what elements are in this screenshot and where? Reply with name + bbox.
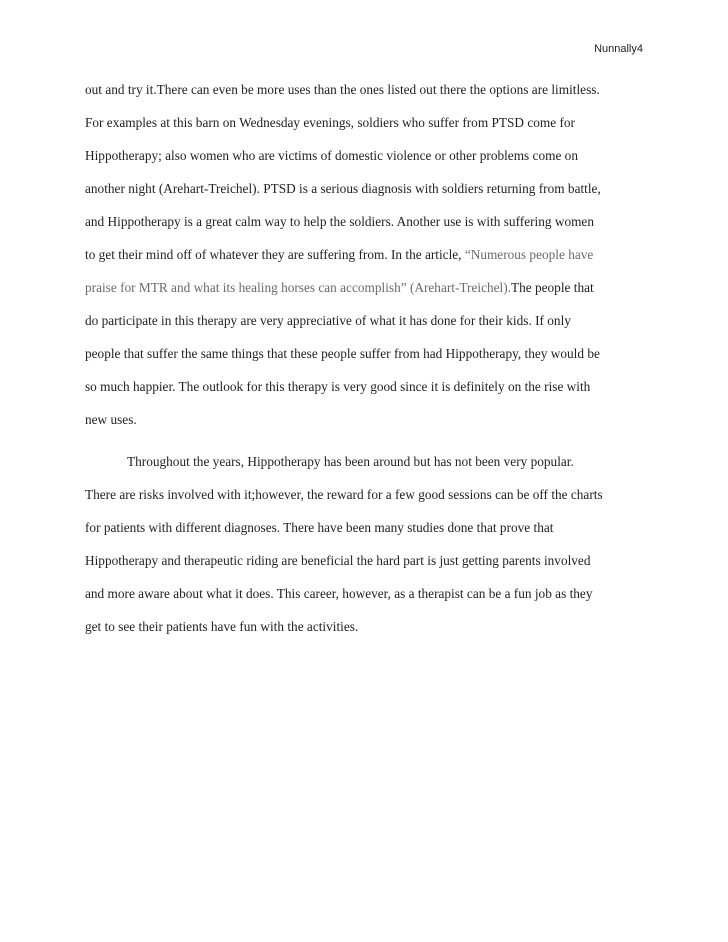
text-line: and Hippotherapy is a great calm way to help the soldiers. Another use is with suffering women [85, 214, 594, 229]
document-body [85, 80, 645, 650]
text-line: get to see their patients have fun with the activities. [85, 619, 359, 634]
page-header-label: Nunnally4 [594, 43, 643, 55]
paragraph-2 [85, 452, 645, 650]
text-segment: The people that [510, 280, 594, 295]
text-line: new uses. [85, 412, 137, 427]
paragraph-spacer [85, 443, 645, 452]
text-line: out and try it.There can even be more uses than the ones listed out there the options are limitless. [85, 82, 600, 97]
text-line: For examples at this barn on Wednesday evenings, soldiers who suffer from PTSD come for [85, 115, 575, 130]
quotation-text: praise for MTR and what its healing horses can accomplish” (Arehart-Treichel). [85, 280, 511, 295]
text-line: people that suffer the same things that these people suffer from had Hippotherapy, they would be [85, 346, 600, 361]
text-line: Hippotherapy and therapeutic riding are beneficial the hard part is just getting parents involved [85, 553, 591, 568]
paragraph-1 [85, 80, 645, 443]
text-line: Hippotherapy; also women who are victims of domestic violence or other problems come on [85, 148, 578, 163]
text-line [85, 278, 645, 311]
quotation-text: “Numerous people have [464, 247, 594, 262]
text-line [85, 245, 645, 278]
text-line: Throughout the years, Hippotherapy has been around but has not been very popular. [127, 454, 574, 469]
text-line: another night (Arehart-Treichel). PTSD is a serious diagnosis with soldiers returning from battle, [85, 181, 601, 196]
text-line: so much happier. The outlook for this therapy is very good since it is definitely on the rise with [85, 379, 591, 394]
text-line: do participate in this therapy are very appreciative of what it has done for their kids. If only [85, 313, 571, 328]
text-segment: to get their mind off of whatever they are suffering from. In the article, [85, 247, 465, 262]
text-line: and more aware about what it does. This career, however, as a therapist can be a fun job as they [85, 586, 593, 601]
text-line: for patients with different diagnoses. There have been many studies done that prove that [85, 520, 554, 535]
text-line: There are risks involved with it;however, the reward for a few good sessions can be off the charts [85, 487, 603, 502]
